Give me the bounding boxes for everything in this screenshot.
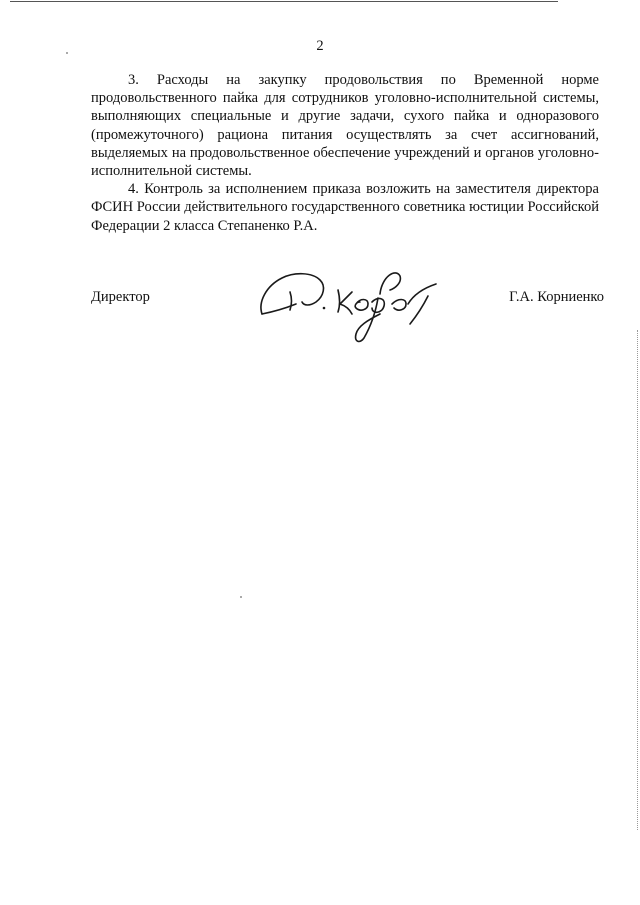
page-number: 2 [316, 38, 324, 54]
scan-speck [240, 596, 242, 598]
paragraph-4: 4. Контроль за исполнением приказа возложить на заместителя директора ФСИН России действительного государственного советника юстиции Российской Федерации 2 класса Степаненко Р.А. [91, 181, 599, 234]
document-body [91, 71, 599, 235]
handwritten-signature [252, 262, 442, 344]
paragraph-3: 3. Расходы на закупку продовольствия по Временной норме продовольственного пайка для сотрудников уголовно-исполнительной системы, выполняющих специальные и другие задачи, сухого пайка и одноразового (промежуточного) рациона питания осуществлять за счет ассигнований, выделяемых на продовольственное обеспечение учреждений и органов уголовно-исполнительной системы. [91, 72, 599, 180]
top-border-line [10, 1, 558, 2]
scan-edge [636, 330, 638, 830]
signatory-name: Г.А. Корниенко [509, 289, 604, 305]
signatory-role: Директор [91, 289, 150, 305]
